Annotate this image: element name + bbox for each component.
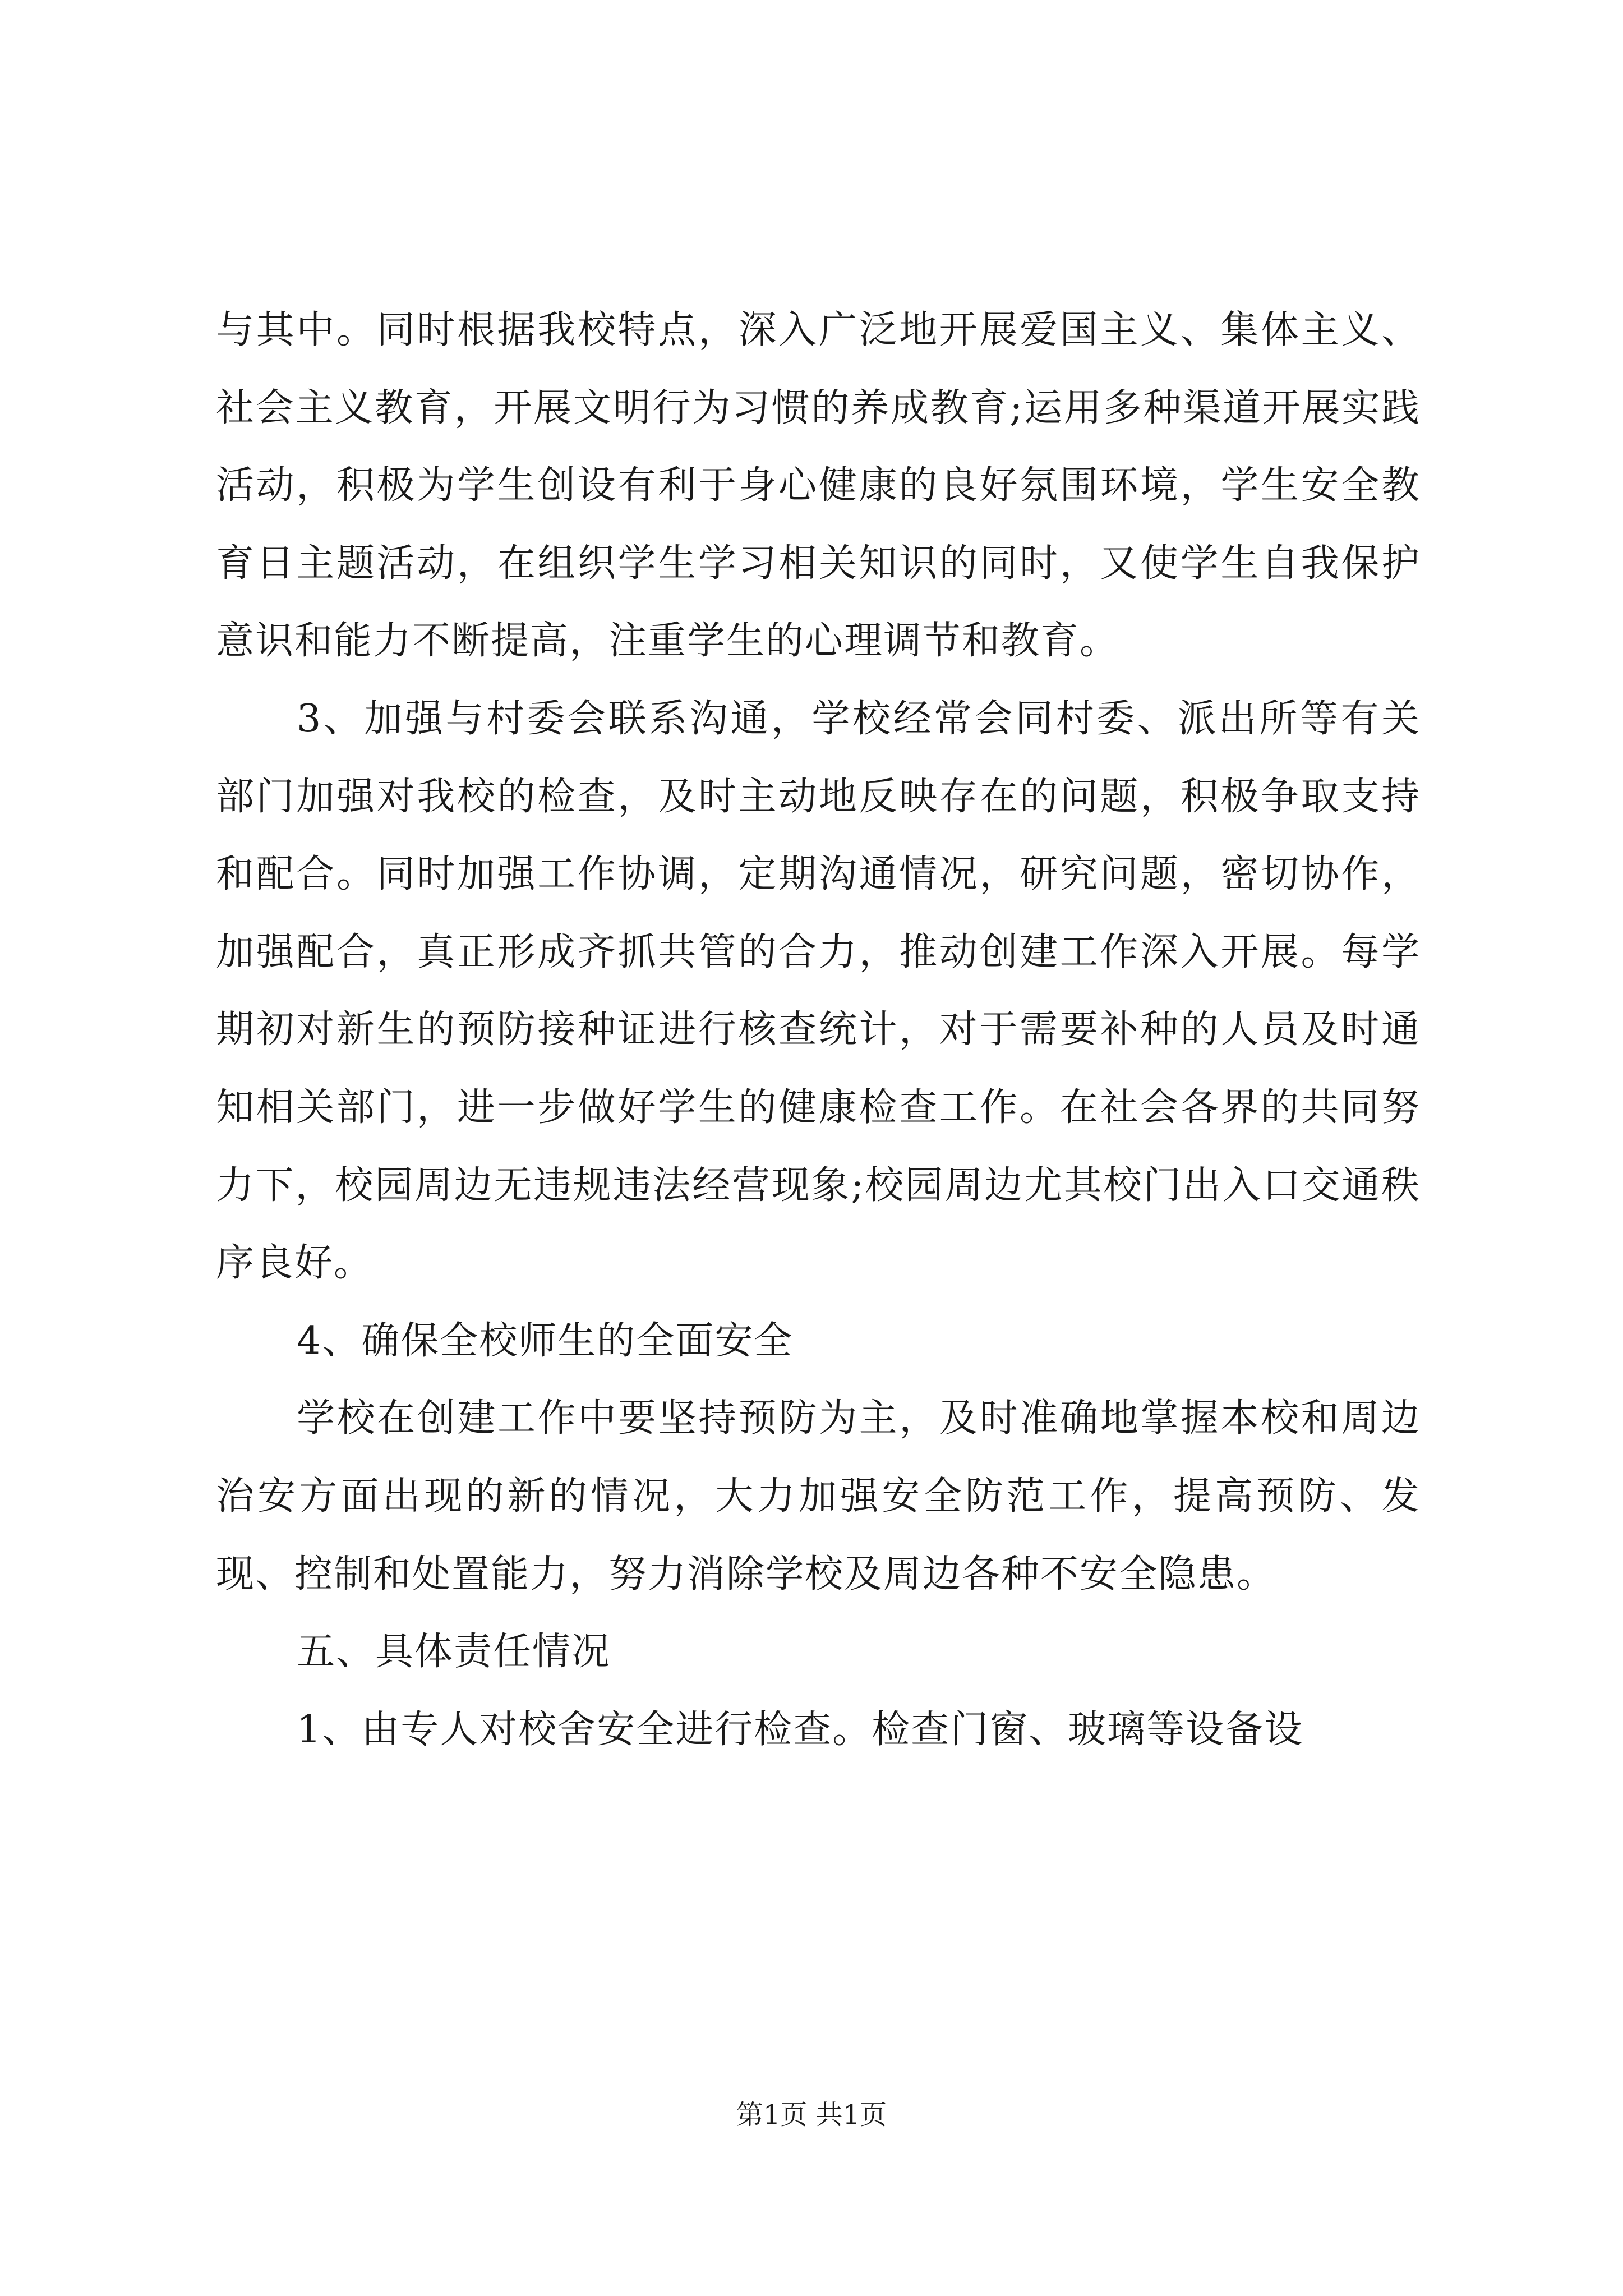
paragraph-heading: 4、确保全校师生的全面安全 xyxy=(297,1318,794,1363)
document-body xyxy=(216,292,1421,1769)
section-heading: 五、具体责任情况 xyxy=(297,1630,611,1674)
paragraph: 学校在创建工作中要坚持预防为主，及时准确地掌握本校和周边治安方面出现的新的情况，大力加强安全防范工作，提高预防、发现、控制和处置能力，努力消除学校及周边各种不安全隐患。 xyxy=(216,1396,1421,1596)
paragraph: 与其中。同时根据我校特点，深入广泛地开展爱国主义、集体主义、社会主义教育，开展文明行为习惯的养成教育;运用多种渠道开展实践活动，积极为学生创设有利于身心健康的良好氛围环境，学生安全教育日主题活动，在组织学生学习相关知识的同时，又使学生自我保护意识和能力不断提高，注重学生的心理调节和教育。 xyxy=(216,308,1421,664)
page-footer: 第1页 共1页 xyxy=(736,2099,887,2131)
paragraph: 1、由专人对校舍安全进行检查。检查门窗、玻璃等设备设 xyxy=(297,1707,1304,1752)
paragraph: 3、加强与村委会联系沟通，学校经常会同村委、派出所等有关部门加强对我校的检查，及时主动地反映存在的问题，积极争取支持和配合。同时加强工作协调，定期沟通情况，研究问题，密切协作，加强配合，真正形成齐抓共管的合力，推动创建工作深入开展。每学期初对新生的预防接种证进行核查统计，对于需要补种的人员及时通知相关部门，进一步做好学生的健康检查工作。在社会各界的共同努力下，校园周边无违规违法经营现象;校园周边尤其校门出入口交通秩序良好。 xyxy=(216,696,1421,1286)
